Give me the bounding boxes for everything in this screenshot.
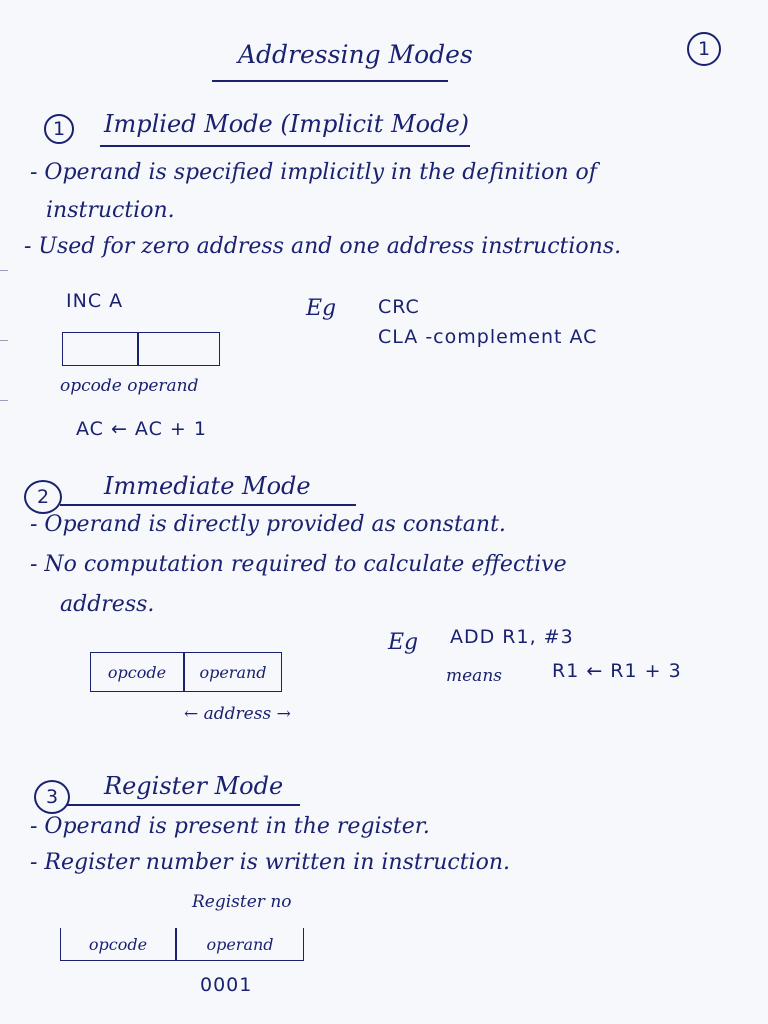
section-2-heading: Immediate Mode [104,472,311,500]
section-3-number-text: 3 [45,786,59,808]
register-point-2: - Register number is written in instruction. [30,850,510,875]
section-2-underline [60,504,356,506]
immediate-eg-label: Eg [388,630,419,655]
implied-example-instruction: INC A [66,290,124,312]
immediate-box-operand-text: operand [199,662,267,682]
immediate-point-2-cont: address. [60,592,155,617]
register-box-operand-text: operand [206,934,274,954]
immediate-address-arrow: ← address → [184,704,291,724]
implied-eg-label: Eg [306,296,337,321]
margin-mark [0,340,8,341]
implied-point-2: - Used for zero address and one address instructions. [24,234,622,259]
implied-point-1: - Operand is specified implicitly in the definition of [30,160,597,185]
implied-operation: AC ← AC + 1 [76,418,207,440]
implied-eg-line-1: CRC [378,296,420,318]
section-1-number [44,114,74,144]
immediate-box-operand [185,653,281,691]
page-title: Addressing Modes [238,40,473,69]
immediate-instruction-box [90,652,282,692]
section-1-underline [100,145,470,147]
title-underline [212,80,448,82]
register-no-label: Register no [192,892,292,912]
implied-point-1-cont: instruction. [46,198,175,223]
register-point-1: - Operand is present in the register. [30,814,430,839]
section-3-underline [66,804,300,806]
immediate-eg-instruction: ADD R1, #3 [450,626,574,648]
section-1-number-text: 1 [52,118,66,140]
section-2-number [24,480,62,514]
implied-box-labels: opcode operand [60,376,199,396]
register-instruction-box [60,928,304,961]
margin-mark [0,270,8,271]
section-2-number-text: 2 [36,486,50,508]
register-value: 0001 [200,974,253,996]
register-box-opcode-text: opcode [88,934,148,954]
immediate-means-label: means [446,666,502,686]
page-number-text: 1 [697,38,711,60]
page-number [687,32,721,66]
section-1-heading: Implied Mode (Implicit Mode) [104,110,470,138]
margin-mark [0,400,8,401]
section-3-heading: Register Mode [104,772,284,800]
implied-eg-line-2: CLA -complement AC [378,326,598,348]
immediate-means-expr: R1 ← R1 + 3 [552,660,682,682]
immediate-box-opcode [91,653,183,691]
section-3-number [34,780,70,814]
implied-box-divider [137,333,139,365]
implied-instruction-box [62,332,220,366]
immediate-box-opcode-text: opcode [107,662,167,682]
register-box-operand [177,928,303,960]
register-box-opcode [61,928,175,960]
immediate-point-1: - Operand is directly provided as constant. [30,512,506,537]
immediate-point-2: - No computation required to calculate effective [30,552,567,577]
